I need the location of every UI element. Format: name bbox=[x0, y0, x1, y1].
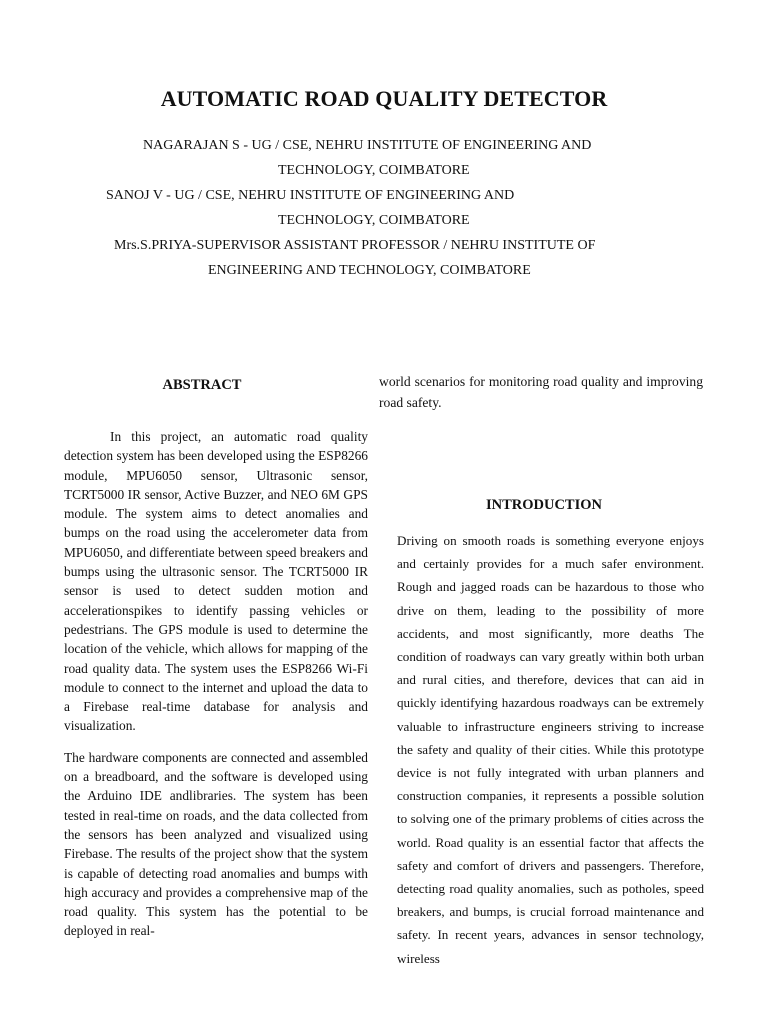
author-1-affiliation-line1: NAGARAJAN S - UG / CSE, NEHRU INSTITUTE OF ENGINEERING AND bbox=[143, 138, 592, 153]
abstract-continuation bbox=[379, 371, 703, 413]
introduction-body bbox=[397, 529, 704, 970]
author-3-affiliation-line1: Mrs.S.PRIYA-SUPERVISOR ASSISTANT PROFESSOR / NEHRU INSTITUTE OF bbox=[114, 238, 596, 253]
introduction-paragraph: Driving on smooth roads is something everyone enjoys and certainly provides for a much safer environment. Rough and jagged roads can be hazardous to those who drive on them, leading to the possibility of more accidents, and most significantly, more deaths The condition of roadways can vary greatly within both urban and rural cities, and therefore, devices that can aid in quickly identifying hazardous roadways can be extremely valuable to infrastructure engineers striving to increase the safety and quality of their cities. While this prototype device is not fully integrated with urban planners and construction companies, it represents a possible solution to solving one of the primary problems of cities across the world. Road quality is an essential factor that affects the safety and comfort of drivers and passengers. Therefore, detecting road quality anomalies, such as potholes, speed breakers, and bumps, is crucial forroad maintenance and safety. In recent years, advances in sensor technology, wireless bbox=[397, 533, 704, 966]
author-3-affiliation-line2: ENGINEERING AND TECHNOLOGY, COIMBATORE bbox=[208, 263, 531, 278]
abstract-heading: ABSTRACT bbox=[162, 377, 242, 393]
abstract-continuation-text: world scenarios for monitoring road quality and improving road safety. bbox=[379, 374, 703, 410]
abstract-body bbox=[64, 427, 368, 941]
paper-title: AUTOMATIC ROAD QUALITY DETECTOR bbox=[160, 86, 608, 111]
introduction-heading: INTRODUCTION bbox=[485, 497, 602, 513]
author-1-affiliation-line2: TECHNOLOGY, COIMBATORE bbox=[278, 163, 470, 178]
author-2-affiliation-line2: TECHNOLOGY, COIMBATORE bbox=[278, 213, 470, 228]
author-2-affiliation-line1: SANOJ V - UG / CSE, NEHRU INSTITUTE OF ENGINEERING AND bbox=[106, 188, 515, 203]
abstract-paragraph-2: The hardware components are connected and assembled on a breadboard, and the software is developed using the Arduino IDE andlibraries. The system has been tested in real-time on roads, and the data collected from the sensors has been analyzed and visualized using Firebase. The results of the project show that the system is capable of detecting road anomalies and bumps with high accuracy and provides a comprehensive map of the road quality. This system has the potential to be deployed in real- bbox=[64, 749, 368, 939]
abstract-paragraph-1: In this project, an automatic road quality detection system has been developed using the ESP8266 module, MPU6050 sensor, Ultrasonic sensor, TCRT5000 IR sensor, Active Buzzer, and NEO 6M GPS module. The system aims to detect anomalies and bumps on the road using the accelerometer data from MPU6050, and differentiate between speed breakers and bumps using the ultrasonic sensor. The TCRT5000 IR sensor is used to detect sudden motion and accelerationspikes to identify passing vehicles or pedestrians. The GPS module is used to determine the location of the vehicle, which allows for mapping of the road quality data. The system uses the ESP8266 Wi-Fi module to connect to the internet and upload the data to a Firebase real-time database for analysis and visualization. bbox=[64, 429, 368, 734]
